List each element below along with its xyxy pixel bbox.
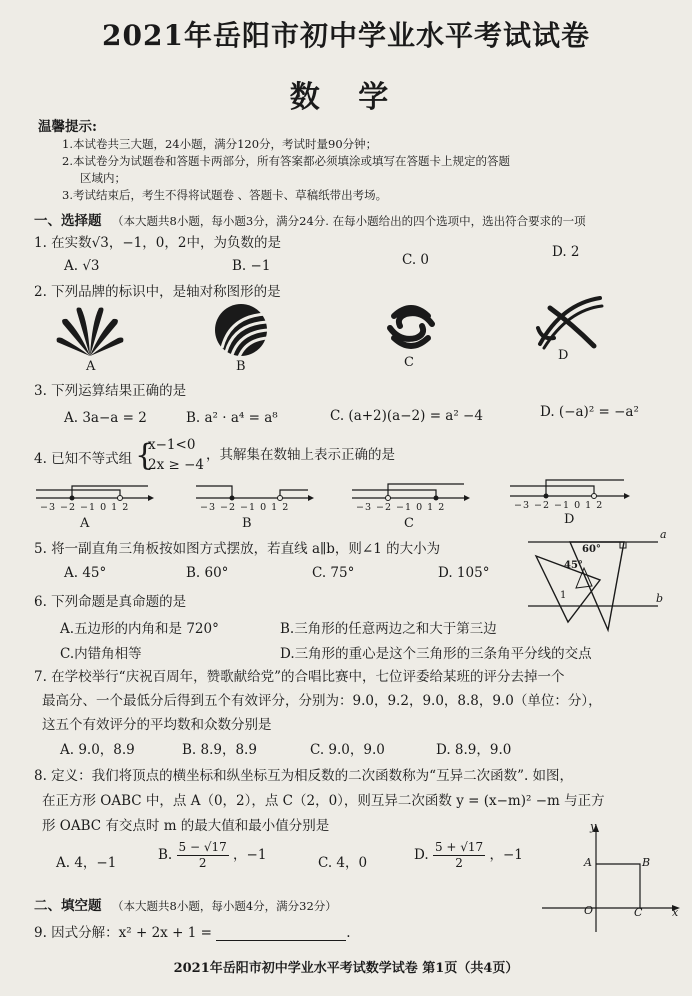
q2-label-a: A bbox=[86, 359, 96, 374]
tip-2: 2.本试卷分为试题卷和答题卡两部分，所有答案都必须填涂或填写在答题卡上规定的答题 bbox=[62, 154, 510, 168]
q5-stem: 5. 将一副直角三角板按如图方式摆放，若直线 a∥b，则∠1 的大小为 bbox=[34, 541, 441, 557]
q5-option-b: B. 60° bbox=[186, 565, 229, 581]
q7-line-2: 最高分、一个最低分后得到五个有效评分，分别为：9.0，9.2，9.0，8.8，9.0（单位：分）， bbox=[42, 693, 602, 709]
q4-numberline-a bbox=[34, 480, 154, 502]
q7-option-a: A. 9.0，8.9 bbox=[60, 742, 135, 758]
q5-triangle-figure bbox=[528, 530, 674, 640]
q7-option-b: B. 8.9，8.9 bbox=[182, 742, 257, 758]
q4-inequality-2: 2x ≥ −4 bbox=[148, 457, 204, 473]
q8-square-figure bbox=[540, 824, 682, 936]
q5-fig-angle-45: 45° bbox=[564, 560, 583, 571]
q4-axis-label-c: −3 −2 −1 0 1 2 bbox=[356, 502, 446, 513]
q1-stem: 1. 在实数√3，−1，0，2中，为负数的是 bbox=[34, 235, 281, 251]
q8-option-d-letter: D. bbox=[414, 847, 429, 863]
q9-stem bbox=[34, 924, 350, 942]
q4-stem-pre: 4. 已知不等式组 bbox=[34, 451, 133, 467]
q4-axis-label-b: −3 −2 −1 0 1 2 bbox=[200, 502, 290, 513]
logo-a-icon bbox=[55, 302, 125, 358]
q4-label-d: D bbox=[564, 512, 575, 527]
q1-option-d: D. 2 bbox=[552, 244, 580, 260]
q3-option-b: B. a² · a⁴ = a⁸ bbox=[186, 410, 278, 426]
q2-label-d: D bbox=[558, 348, 569, 363]
tip-3: 3.考试结束后，考生不得将试题卷 、答题卡、草稿纸带出考场。 bbox=[62, 188, 388, 202]
q6-stem: 6. 下列命题是真命题的是 bbox=[34, 594, 187, 610]
q8-option-d-rest: ，−1 bbox=[489, 847, 523, 863]
q7-line-3: 这五个有效评分的平均数和众数分别是 bbox=[42, 717, 272, 733]
q4-axis-label-a: −3 −2 −1 0 1 2 bbox=[40, 502, 130, 513]
q3-option-d: D. (−a)² = −a² bbox=[540, 404, 639, 420]
q5-fig-label-a: a bbox=[660, 528, 667, 541]
q5-option-c: C. 75° bbox=[312, 565, 355, 581]
section2-note: （本大题共8小题，每小题4分，满分32分） bbox=[112, 899, 337, 913]
q8-option-b-rest: ，−1 bbox=[233, 847, 267, 863]
q8-option-b-numerator: 5 − √17 bbox=[178, 840, 227, 854]
q5-fig-angle-60: 60° bbox=[582, 544, 601, 555]
q8-option-a: A. 4，−1 bbox=[56, 855, 117, 871]
exam-title: 2021年岳阳市初中学业水平考试试卷 bbox=[102, 19, 590, 52]
q8-option-d-fraction bbox=[433, 840, 485, 871]
q8-line-1: 8. 定义：我们将顶点的横坐标和纵坐标互为相反数的二次函数称为“互异二次函数”. 如图， bbox=[34, 768, 574, 784]
q7-line-1: 7. 在学校举行“庆祝百周年，赞歌献给党”的合唱比赛中，七位评委给某班的评分去掉一个 bbox=[34, 669, 565, 685]
q4-numberline-c bbox=[350, 480, 470, 502]
q6-option-b: B.三角形的任意两边之和大于第三边 bbox=[280, 621, 497, 637]
q8-fig-y: y bbox=[590, 820, 597, 833]
q8-option-b bbox=[158, 840, 266, 871]
q8-option-b-fraction bbox=[177, 840, 229, 871]
tip-2-cont: 区域内； bbox=[80, 171, 126, 185]
logo-d-icon bbox=[532, 294, 604, 350]
q3-option-a: A. 3a−a = 2 bbox=[64, 410, 147, 426]
q8-fig-x: x bbox=[672, 906, 679, 919]
q6-option-a: A.五边形的内角和是 720° bbox=[60, 621, 219, 637]
q9-text: 9. 因式分解：x² + 2x + 1 = bbox=[34, 925, 212, 941]
section2-heading: 二、填空题 bbox=[34, 898, 102, 914]
q8-fig-a: A bbox=[584, 856, 592, 869]
q4-label-a: A bbox=[80, 516, 90, 531]
q1-option-c: C. 0 bbox=[402, 252, 430, 268]
q8-option-d bbox=[414, 840, 523, 871]
q8-option-d-numerator: 5 + √17 bbox=[434, 840, 484, 854]
q8-option-b-denominator: 2 bbox=[198, 856, 207, 870]
q4-axis-label-d: −3 −2 −1 0 1 2 bbox=[514, 500, 604, 511]
q4-stem-post: ，其解集在数轴上表示正确的是 bbox=[206, 447, 395, 463]
q9-answer-blank bbox=[216, 926, 346, 941]
q3-stem: 3. 下列运算结果正确的是 bbox=[34, 383, 187, 399]
tips-heading: 温馨提示: bbox=[38, 119, 97, 135]
subject-title: 数 学 bbox=[289, 80, 403, 115]
q6-option-d: D.三角形的重心是这个三角形的三条角平分线的交点 bbox=[280, 646, 592, 662]
logo-b-icon bbox=[212, 302, 270, 358]
q4-brace: { bbox=[135, 438, 155, 473]
q1-option-b: B. −1 bbox=[232, 258, 271, 274]
q6-option-c: C.内错角相等 bbox=[60, 646, 142, 662]
q1-option-a: A. √3 bbox=[64, 258, 100, 274]
q8-fig-b: B bbox=[642, 856, 651, 869]
q2-label-b: B bbox=[236, 359, 246, 374]
q4-inequality-1: x−1<0 bbox=[148, 437, 196, 453]
q4-numberline-b bbox=[194, 480, 314, 502]
q2-label-c: C bbox=[404, 355, 414, 370]
q2-stem: 2. 下列品牌的标识中，是轴对称图形的是 bbox=[34, 284, 281, 300]
page-footer: 2021年岳阳市初中学业水平考试数学试卷 第1页（共4页） bbox=[173, 961, 519, 976]
q4-label-c: C bbox=[404, 516, 414, 531]
q8-fig-c: C bbox=[634, 906, 643, 919]
q8-line-3: 形 OABC 有交点时 m 的最大值和最小值分别是 bbox=[42, 818, 330, 834]
logo-c-icon bbox=[382, 298, 440, 354]
q3-option-c: C. (a+2)(a−2) = a² −4 bbox=[330, 408, 483, 424]
q8-fig-o: O bbox=[584, 904, 594, 917]
q4-label-b: B bbox=[242, 516, 252, 531]
q5-fig-angle-1: 1 bbox=[560, 590, 567, 601]
q8-line-2: 在正方形 OABC 中，点 A（0，2），点 C（2，0），则互异二次函数 y = (x−m)² −m 与正方 bbox=[42, 793, 605, 809]
q9-end: . bbox=[346, 925, 351, 941]
q5-option-a: A. 45° bbox=[64, 565, 107, 581]
q4-numberline-d bbox=[508, 476, 632, 500]
q8-option-d-denominator: 2 bbox=[455, 856, 463, 870]
q8-option-b-letter: B. bbox=[158, 847, 173, 863]
section1-note: （本大题共8小题，每小题3分，满分24分. 在每小题给出的四个选项中，选出符合要求的一项 bbox=[112, 214, 586, 228]
section1-heading: 一、选择题 bbox=[34, 213, 102, 229]
q5-option-d: D. 105° bbox=[438, 565, 490, 581]
q7-option-c: C. 9.0，9.0 bbox=[310, 742, 385, 758]
tip-1: 1.本试卷共三大题，24小题，满分120分，考试时量90分钟； bbox=[62, 137, 378, 151]
q8-option-c: C. 4，0 bbox=[318, 855, 368, 871]
q5-fig-label-b: b bbox=[656, 592, 664, 605]
q7-option-d: D. 8.9，9.0 bbox=[436, 742, 512, 758]
